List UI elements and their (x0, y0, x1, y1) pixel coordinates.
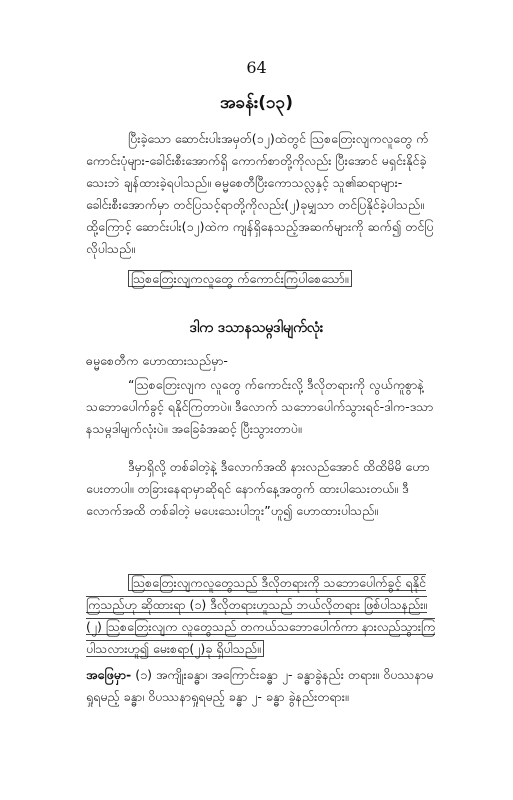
boxed-line-container (86, 268, 438, 290)
answer-text: (၁) အကျိုးခန္ဓာ၊ အကြောင်းခန္ဓာ ၂- ခန္ဓာခွဲနည်း တရား။ ဝိပဿနာမရှုရမည့် ခန္ဓာ၊ ဝိပဿနာရှုရမည့် ခန္ဓာ ၂- ခန္ဓာ ခွဲနည်းတရား။ (86, 667, 434, 704)
answer-block (86, 664, 438, 708)
intro-paragraph: ပြီးခဲ့သော ဆောင်းပါးအမှတ်(၁၂)ထဲတွင် သြစတြေးလျကလူတွေ က်ကောင်းပုံများ-ခေါင်းစီးအောက်ရှိ ကောက်စာတို့ကိုလည်း ပြီးအောင် မရှင်းနိုင်ခဲ့သေးဘဲ ချန်ထားခဲ့ရပါသည်။ ဓမ္မစေတီပြီးကောသလ္လနှင့် သူ၏ဆရာများ- ခေါင်းစီးအောက်မှာ တင်ပြသင့်ရာတို့ကိုလည်း(၂)ခုမျှသာ တင်ပြနိုင်ခဲ့ပါသည်။ ထို့ကြောင့် ဆောင်းပါး(၁၂)ထဲက ကျန်ရှိနေသည့်အဆက်များကို ဆက်၍ တင်ပြလိုပါသည်။ (86, 131, 434, 256)
boxed-highlight-1: သြစတြေးလျကလူတွေ က်ကောင်းကြပါစေသော်။ (128, 270, 352, 287)
quote-paragraph-2: ဒီမှာရှိလို့ တစ်ခါတဲ့နဲ့ ဒီလောက်အထိ နားလည်အောင် ထိထိမိမိ ဟောပေးတာပါ။ တခြားနေရာမှာဆိုရင် နောက်နေ့အတွက် ထားပါသေးတယ်။ ဒီလောက်အထိ တစ်ခါတဲ့ မပေးသေးပါဘူး”ဟူ၍ ဟောထားပါသည်။ (86, 459, 430, 518)
quote-intro: ဓမ္မစေတီက ဟောထားသည်မှာ- (86, 353, 228, 368)
boxed-highlight-2: သြစတြေးလျကလူတွေသည် ဒီလိုတရားကို သဘောပေါက်ခွင့် ရနိုင်ကြသည်ဟု ဆိုထားရာ (၁) ဒီလိုတရားဟူသည် ဘယ်လိုတရား ဖြစ်ပါသနည်း။ (၂) သြစတြေးလျက လူတွေသည် တကယ်သဘောပေါက်ကာ နားလည်သွားကြပါသလားဟူ၍ မေးစရာ(၂)ခု ရှိပါသည်။ (86, 575, 436, 656)
page-number: 64 (246, 58, 267, 77)
section-title: ဒါက ဒသာနသမ္ဂဒါမျက်လုံး (189, 320, 324, 336)
answer-label: အဖြေမှာ- (86, 667, 132, 682)
question-paragraph (86, 572, 438, 660)
chapter-title: အခန်း(၁၃) (220, 93, 293, 113)
quote-paragraph-1: “သြစတြေးလျက လူတွေ က်ကောင်းလို့ ဒီလိုတရားကို လွယ်ကူစွာနဲ့ သဘောပေါက်ခွင့် ရနိုင်ကြတာပဲ။ ဒီလောက် သဘောပေါက်သွားရင်-ဒါက-ဒသာနသမ္ဂဒါမျက်လုံးပဲ။ အခြေခံအဆင့် ပြီးသွားတာပဲ။ (86, 377, 434, 436)
